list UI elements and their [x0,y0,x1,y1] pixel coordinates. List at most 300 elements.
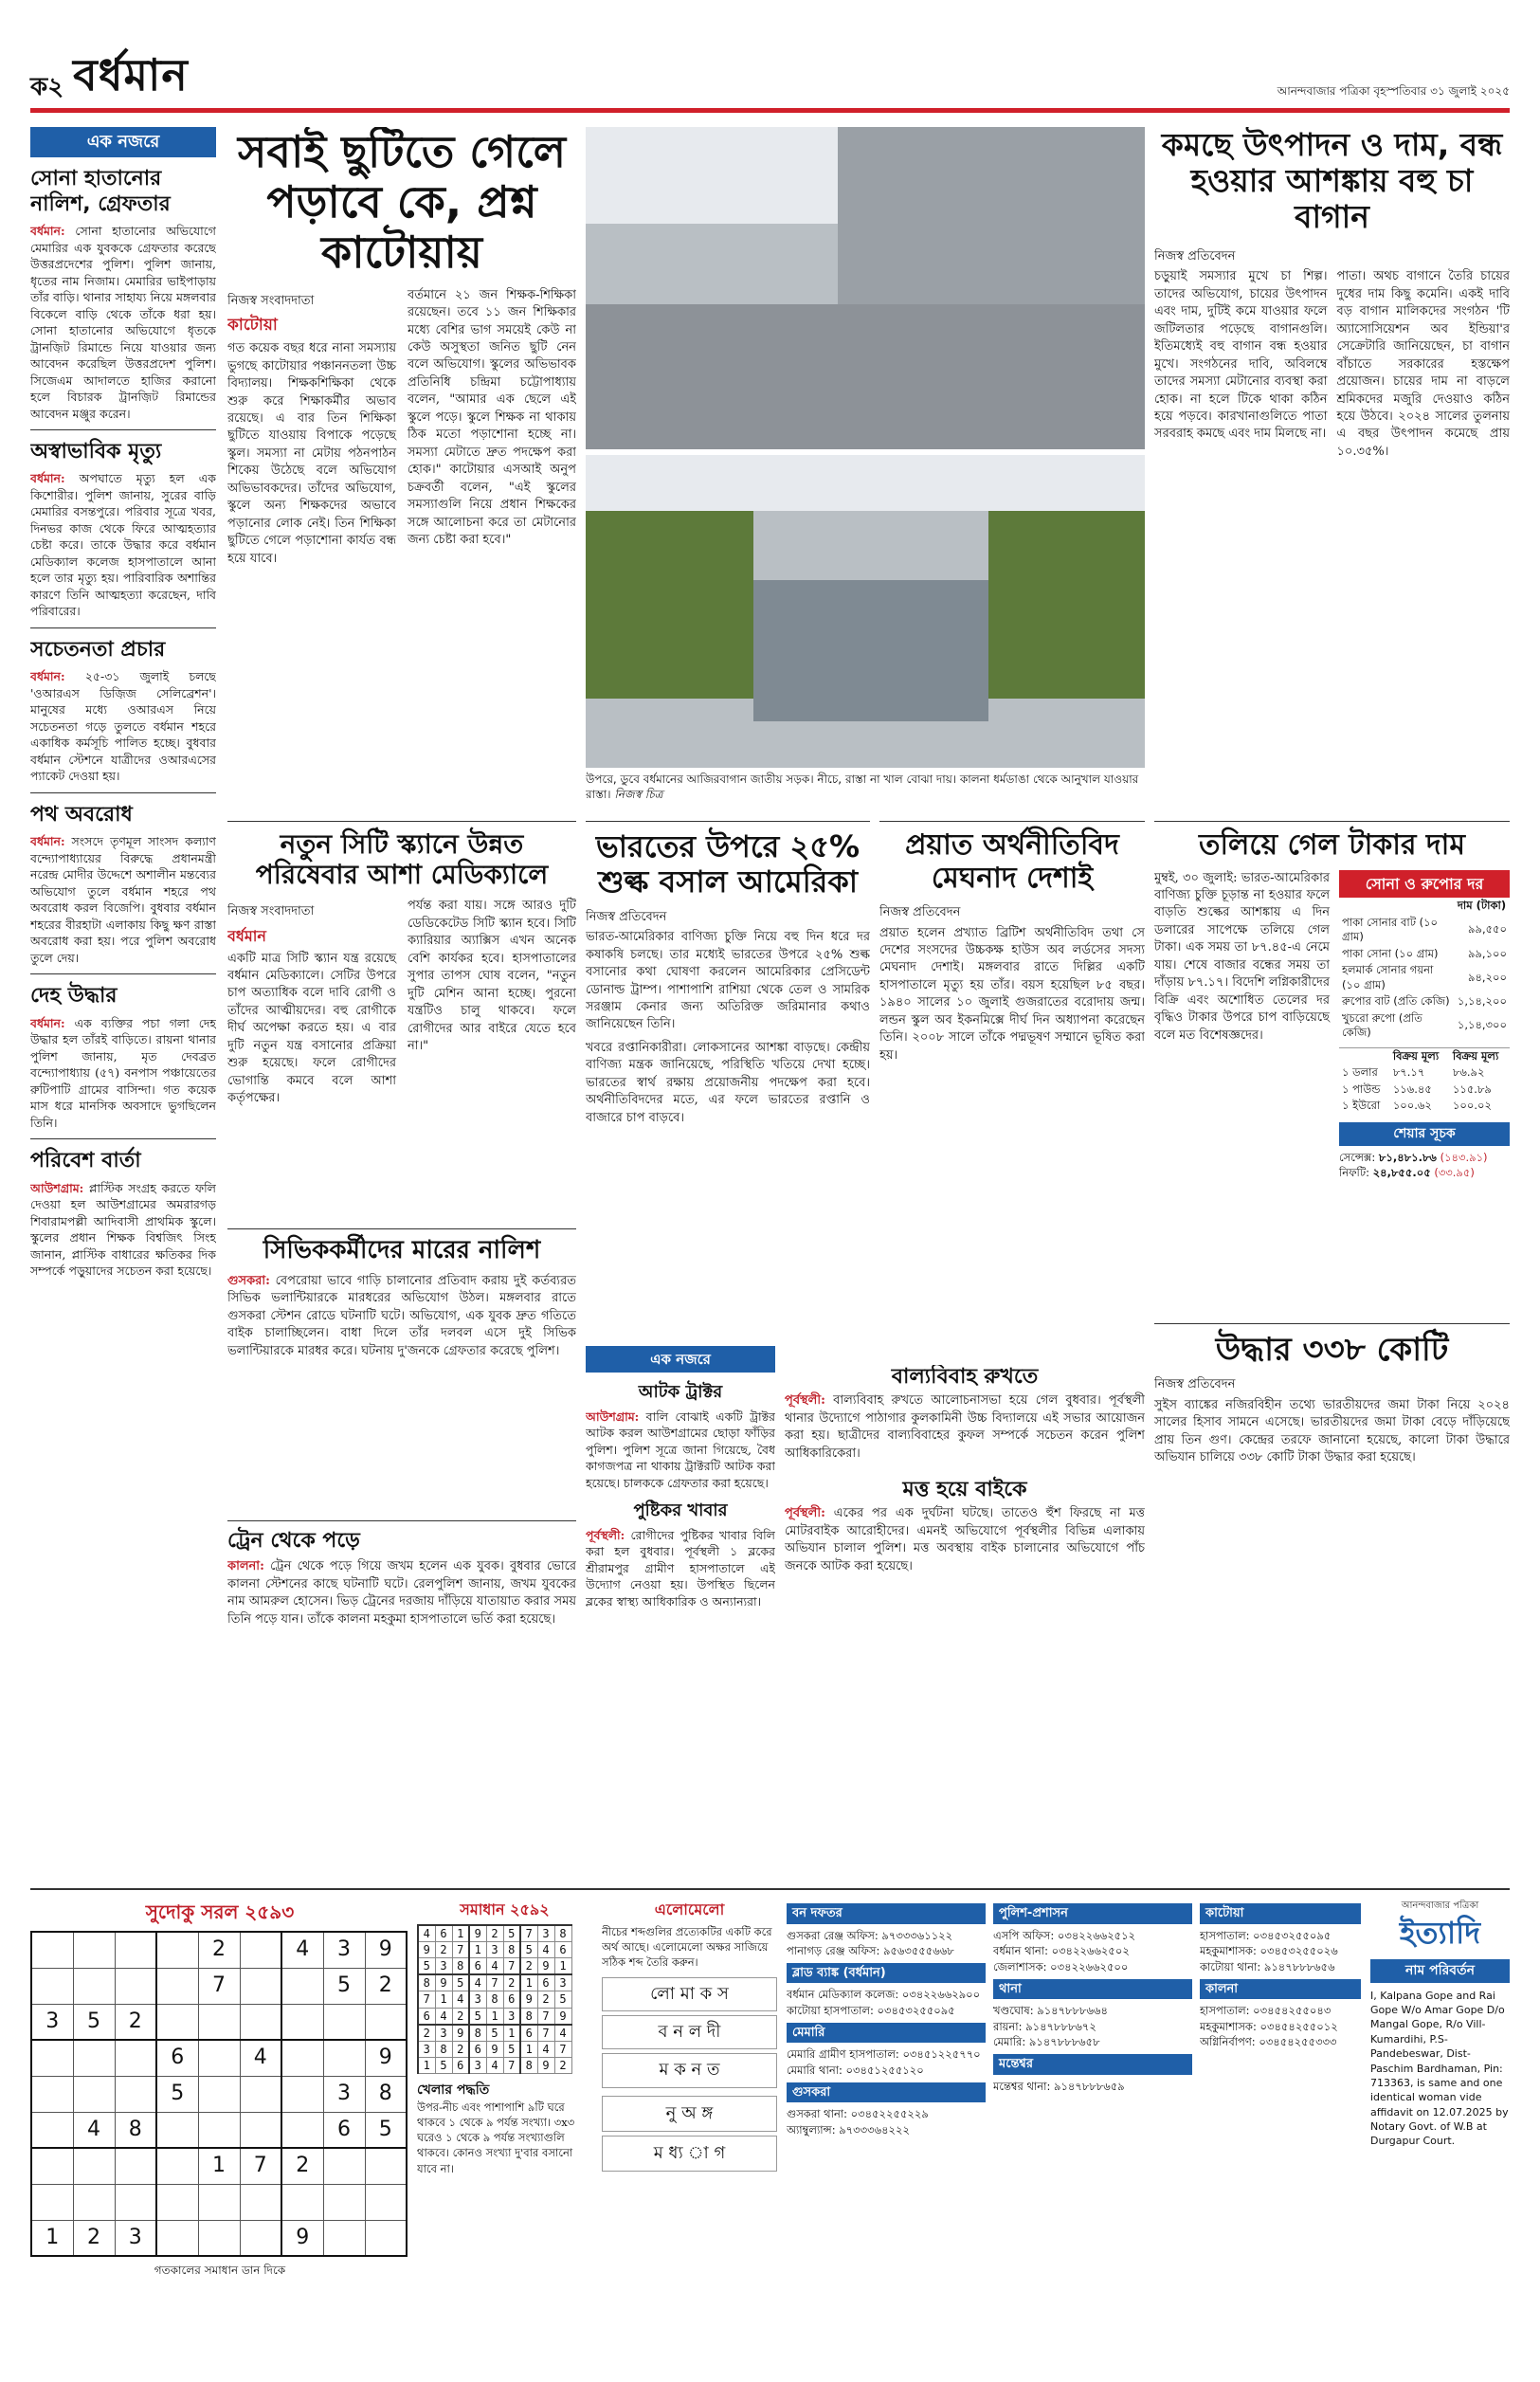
sudoku-cell[interactable] [115,2076,156,2112]
sudoku-cell[interactable]: 6 [156,2040,198,2076]
solution-cell: 7 [520,1925,537,1942]
sudoku-cell[interactable]: 5 [156,2076,198,2112]
sudoku-cell[interactable] [281,2076,323,2112]
page-number: ক২ [30,72,64,101]
service-group-label: কালনা [1200,1979,1361,2000]
brief-divider [30,627,216,628]
solution-row [418,1957,571,1974]
elomelo-word: লো মা ক স [602,1977,777,2011]
solution-cell: 6 [469,2041,486,2057]
sudoku-cell[interactable] [73,2040,115,2076]
solution-cell: 6 [537,1974,554,1991]
sudoku-cell[interactable] [115,1932,156,1968]
sudoku-cell[interactable] [323,2148,365,2184]
solution-cell: 8 [435,2041,452,2057]
solution-cell: 1 [520,1974,537,1991]
sudoku-cell[interactable]: 5 [323,1968,365,2004]
sudoku-cell[interactable] [31,2040,73,2076]
solution-cell: 1 [435,1991,452,2008]
brief-title: সোনা হাতানোর নালিশ, গ্রেফতার [30,167,171,216]
sudoku-cell[interactable]: 8 [365,2076,407,2112]
sudoku-cell[interactable]: 4 [240,2040,281,2076]
solution-cell: 4 [554,2025,571,2042]
city-scan-byline: নিজস্ব সংবাদদাতা [227,904,315,919]
sudoku-cell[interactable] [115,1968,156,2004]
sudoku-cell[interactable] [73,1932,115,1968]
left-briefs-column [30,127,216,1990]
sudoku-cell[interactable] [281,2040,323,2076]
brief-dateline: বর্ধমান: [30,1015,65,1030]
sudoku-cell[interactable] [73,2076,115,2112]
sudoku-cell[interactable]: 7 [198,1968,240,2004]
fx-row [1339,1064,1510,1082]
section-brand: বর্ধমান [73,48,189,100]
solution-cell: 8 [486,1991,503,2008]
solution-cell: 5 [469,2008,486,2025]
sudoku-cell[interactable]: 1 [31,2220,73,2256]
mini-brief-dateline: আউশগ্রাম: [586,1409,640,1424]
brief-dateline: বর্ধমান: [30,669,65,684]
sudoku-cell[interactable] [240,2112,281,2148]
sudoku-cell[interactable]: 1 [198,2148,240,2184]
sudoku-row [31,2040,407,2076]
gold-cell: ৯৯,১০০ [1468,946,1507,960]
sudoku-cell[interactable] [31,2112,73,2148]
fx-cell: ১১৫.৮৯ [1452,1082,1492,1096]
brief-text [30,470,216,620]
solution-cell: 4 [537,1941,554,1957]
solution-cell: 9 [435,1974,452,1991]
mini-brief-body: রোগীদের পুষ্টিকর খাবার বিলি করা হল বুধবার। পূর্বস্থলী ১ ব্লকের শ্রীরামপুর গ্রামীণ হাসপাতালে এই উদ্যোগ নেওয়া হয়। উপস্থিত ছিলেন ব্লকের স্বাস্থ্য আধিকারিক ও অন্যান্যরা। [586,1527,775,1609]
solution-cell: 8 [469,2025,486,2042]
solution-row [418,1974,571,1991]
sudoku-cell[interactable] [281,1968,323,2004]
katwa-body-2: বর্তমানে ২১ জন শিক্ষক-শিক্ষিকা রয়েছেন। তবে ১১ জন শিক্ষিকার মধ্যে বেশির ভাগ সময়েই কেউ না কেউ অসুস্থতা জনিত ছুটি নেন বলে অভিযোগ। স্কুলের অভিভাবক প্রতিনিধি চন্দ্রিমা চট্টোপাধ্যায় বলেন, "আমার এক ছেলে এই স্কুলে পড়ে। স্কুলে শিক্ষক না থাকায় ঠিক মতো পড়াশোনা হচ্ছে না। সমস্যা মেটাতে দ্রুত পদক্ষেপ করা হোক।" কাটোয়ার এসআই অনুপ চক্রবর্তী বলেন, "এই স্কুলের সমস্যাগুলি নিয়ে প্রধান শিক্ষকের সঙ্গে আলোচনা করে তা মেটানোর জন্য চেষ্টা করা হবে।" [408,287,576,548]
fx-row [1339,1082,1510,1099]
bike-body: পূর্বস্থলী: একের পর এক দুর্ঘটনা ঘটছে। তাতেও হুঁশ ফিরছে না মত্ত মোটরবাইক আরোহীদের। এমনই অভিযোগে পূর্বস্থলীর বিভিন্ন এলাকায় অভিযান চালাল পুলিশ। মত্ত অবস্থায় বাইক চালানোর অভিযোগে পাঁচ জনকে আটক করা হয়েছে। [785,1506,1145,1573]
meghnad-byline: নিজস্ব প্রতিবেদন [879,905,961,919]
sudoku-cell[interactable] [198,2076,240,2112]
fx-row [1339,1098,1510,1115]
brief-body: অপঘাতে মৃত্যু হল এক কিশোরীর। পুলিশ জানায়, সুরের বাড়ি মেমারির বসন্তপুরে। পরিবার সূত্রে খবর, দিনভর কাজ থেকে ফিরে আত্মহত্যার চেষ্টা করে। তাকে উদ্ধার করে বর্ধমান মেডিক্যাল কলেজ হাসপাতালে আনা হলে তার মৃত্যু হয়। পারিবারিক অশান্তির কারণে তিনি আত্মহত্যা করেছেন, দাবি পরিবারের। [30,471,216,619]
solution-cell: 7 [537,2008,554,2025]
ityadi-brand: আনন্দবাজার পত্রিকা [1401,1900,1479,1911]
broken-road-photo [586,455,1145,768]
sudoku-cell[interactable] [115,2184,156,2220]
elomelo-title: এলোমেলো [654,1900,725,1918]
brief-body: এক ব্যক্তির পচা গলা দেহ উদ্ধার হল তাঁরই বাড়িতে। রায়না থানার পুলিশ জানায়, মৃত দেবব্রত বন্দ্যোপাধ্যায় (৫৭) বনপাস পঞ্চায়েতের রুটিপাটি গ্রামের বাসিন্দা। গত কয়েক মাস ধরে মানসিক অবসাদে ভুগছিলেন তিনি। [30,1015,216,1130]
tea-story [1154,127,1510,809]
rules-title: খেলার পদ্ধতি [417,2082,490,2099]
sudoku-row [31,2220,407,2256]
sudoku-cell[interactable] [323,2220,365,2256]
rules-text: উপর-নীচ এবং পাশাপাশি ৯টি ঘরে থাকবে ১ থেকে ৯ পর্যন্ত সংখ্যা। ৩x৩ ঘরেও ১ থেকে ৯ পর্যন্ত সংখ্যাগুলি থাকবে। কোনও সংখ্যা দু'বার বসানো যাবে না। [417,2100,575,2175]
sudoku-cell[interactable] [115,2148,156,2184]
brief-title: অস্বাভাবিক মৃত্যু [30,440,162,464]
elomelo-word-list [602,1977,777,2088]
gold-header-cell: দাম (টাকা) [1457,899,1507,913]
sudoku-cell[interactable] [73,1968,115,2004]
ityadi-title: ইত্যাদি [1399,1914,1481,1951]
solution-cell: 9 [469,1925,486,1942]
fx-cell: ১০০.০২ [1452,1099,1492,1113]
service-group-label: গুসকরা [787,2082,986,2103]
mini-brief-title: আটক ট্রাক্টর [638,1382,723,1403]
solution-cell: 7 [503,2058,520,2074]
solution-cell: 2 [418,2025,435,2042]
sudoku-cell[interactable] [365,2184,407,2220]
fx-header-cell: বিক্রয় মূল্য [1452,1048,1499,1063]
gold-row [1339,962,1510,993]
sudoku-cell[interactable]: 8 [115,2112,156,2148]
sudoku-cell[interactable] [281,2184,323,2220]
sudoku-cell[interactable] [323,2040,365,2076]
service-line: মেমারি গ্রামীণ হাসপাতাল: ০৩৪৫১২২৫৭৭০ [787,2047,981,2062]
solution-cell: 6 [520,2025,537,2042]
meghnad-headline: প্রয়াত অর্থনীতিবিদ মেঘনাদ দেশাই [905,828,1119,895]
sensex-row: সেন্সেক্স: ৮১,৪৮১.৮৬ (১৪৩.৯১) [1339,1150,1488,1164]
fx-cell: ১ পাউন্ড [1342,1082,1381,1096]
solution-cell: 1 [469,1941,486,1957]
brief-title: সচেতনতা প্রচার [30,637,166,662]
gold-cell: হলমার্ক সোনার গয়না (১০ গ্রাম) [1342,963,1434,991]
sudoku-cell[interactable] [156,1932,198,1968]
train-body: কালনা: ট্রেন থেকে পড়ে গিয়ে জখম হলেন এক যুবক। বুধবার ভোরে কালনা স্টেশনের কাছে ঘটনাটি ঘটে। রেলপুলিশ জানায়, জখম যুবকের নাম আমরুল হোসেন। ভিড় ট্রেনের দরজায় দাঁড়িয়ে যাতায়াত করার সময় তিনি পড়ে যান। তাঁকে কালনা মহকুমা হাসপাতালে ভর্তি করা হয়েছে। [227,1559,576,1627]
brief-body: সোনা হাতানোর অভিযোগে মেমারির এক যুবককে গ্রেফতার করেছে উত্তরপ্রদেশের পুলিশ। পুলিশ জানায়, ধৃতের নাম নিজাম। মেমারির ভাইপাড়ায় তাঁর বাড়ি। থানার সাহায্য নিয়ে মঙ্গলবার বিকেলে বাড়ি থেকে তাঁকে ধরা হয়। সোনা হাতানোর অভিযোগে ধৃতকে ট্রানজ়িট রিমান্ডে নিয়ে যাওয়ার জন্য আবেদন করেছিল উত্তরপ্রদেশ পুলিশ। সিজেএম আদালতে হাজির করানো হলে বিচারক ট্রানজ়িট রিমান্ডের আবেদন মঞ্জুর করেন। [30,224,216,421]
service-line: হাসপাতাল: ০৩৪৫৪২৫৫০৪৩ [1200,2004,1332,2018]
solution-cell: 7 [418,1991,435,2008]
child-marriage-body: পূর্বস্থলী: বাল্যবিবাহ রুখতে আলোচনাসভা হয়ে গেল বুধবার। পূর্বস্থলী থানার উদ্যোগে পাঠাগার কুলকামিনী উচ্চ বিদ্যালয়ে এই সভার আয়োজন করা হয়। ছাত্রীদের বাল্যবিবাহের কুফল সম্পর্কে সচেতন করেন পুলিশ আধিকারিকেরা। [785,1393,1145,1461]
solution-block [417,1900,592,2355]
gold-cell: ১,১৪,২০০ [1457,994,1507,1009]
sudoku-cell[interactable] [323,2004,365,2040]
sudoku-cell[interactable]: 2 [73,2220,115,2256]
solution-cell: 8 [418,1974,435,1991]
sudoku-cell[interactable] [156,2112,198,2148]
city-scan-dateline: বর্ধমান [227,926,266,945]
sudoku-cell[interactable]: 3 [31,2004,73,2040]
sudoku-cell[interactable]: 7 [240,2148,281,2184]
service-group-label: পুলিশ-প্রশাসন [993,1903,1192,1924]
elomelo-word: ম ক ন ত [602,2053,777,2087]
brief-body: সংসদে তৃণমূল সাংসদ কল্যাণ বন্দ্যোপাধ্যায়ের বিরুদ্ধে প্রধানমন্ত্রী নরেন্দ্র মোদীর উদ্দেশে অশালীন মন্তব্যের অভিযোগ তুলে বর্ধমান শহরে পথ অবরোধ করল বিজেপি। বুধবার বর্ধমান শহরের বীরহাটা এলাকায় কিছু ক্ষণ রাস্তা অবরোধ করা হয়। পরে পুলিশ অবরোধ তুলে দেয়। [30,834,216,965]
sudoku-cell[interactable] [323,2184,365,2220]
mini-ek-nojore-label: এক নজরে [586,1346,775,1373]
civic-story [227,1228,576,1513]
mini-brief-dateline: পূর্বস্থলী: [586,1527,625,1542]
fx-cell: ৮৬.৯২ [1452,1065,1485,1080]
solution-cell: 4 [486,2058,503,2074]
brief-title: পথ অবরোধ [30,802,133,827]
solution-cell: 3 [503,2008,520,2025]
sudoku-title: সুদোকু সরল ২৫৯৩ [145,1900,295,1923]
solution-cell: 2 [520,1957,537,1974]
service-group-label: মেমারি [787,2023,986,2044]
service-group-label: বন দফতর [787,1903,986,1924]
ek-nojore-label: এক নজরে [30,127,216,157]
gold-row [1339,946,1510,963]
solution-cell: 2 [452,2041,469,2057]
solution-cell: 2 [503,1974,520,1991]
solution-cell: 9 [520,1991,537,2008]
sudoku-cell[interactable] [365,2004,407,2040]
sudoku-cell[interactable] [73,2184,115,2220]
solution-cell: 5 [418,1957,435,1974]
mini-brief-title: পুষ্টিকর খাবার [633,1500,728,1521]
brief-text [30,223,216,422]
sudoku-cell[interactable]: 6 [323,2112,365,2148]
solution-row [418,1941,571,1957]
sudoku-cell[interactable]: 9 [365,2040,407,2076]
sudoku-cell[interactable]: 2 [365,1968,407,2004]
us-tariff-body-1: ভারত-আমেরিকার বাণিজ্য চুক্তি নিয়ে বহু দিন ধরে দর কষাকষি চলছে। তার মধ্যেই ভারতের উপরে ২৫% শুল্ক বসানোর কথা ঘোষণা করলেন আমেরিকার প্রেসিডেন্ট ডোনাল্ড ট্রাম্প। পাশাপাশি রাশিয়া থেকে তেল ও সামরিক সরঞ্জাম কেনার জন্য অতিরিক্ত জরিমানার কথাও জানিয়েছেন তিনি। [586,930,870,1032]
sudoku-cell[interactable] [31,2184,73,2220]
sudoku-cell[interactable] [31,2076,73,2112]
katwa-body-1: গত কয়েক বছর ধরে নানা সমস্যায় ভুগছে কাটোয়ার পঞ্চাননতলা উচ্চ বিদ্যালয়। শিক্ষকশিক্ষিকা থেকে শুরু করে শিক্ষাকর্মীর অভাব রয়েছে। এ বার তিন শিক্ষিকা ছুটিতে যাওয়ায় বিপাকে পড়েছে স্কুল। সমস্যা না মেটায় পঠনপাঠন শিকেয় উঠেছে বলে অভিযোগ অভিভাবকদের। তাঁদের অভিযোগ, স্কুলে অন্য শিক্ষকদের অভাবে পড়ানোর লোক নেই। তিন শিক্ষিকা ছুটিতে গেলে পড়াশোনা কার্যত বন্ধ হয়ে যাবে। [227,341,396,566]
nifty-row: নিফটি: ২৪,৮৫৫.০৫ (৩৩.৯৫) [1339,1166,1475,1180]
solution-cell: 8 [520,2008,537,2025]
bike-headline: মত্ত হয়ে বাইকে [902,1478,1027,1502]
sudoku-cell[interactable]: 2 [198,1932,240,1968]
sudoku-cell[interactable] [281,2112,323,2148]
share-index-title: শেয়ার সূচক [1339,1122,1510,1146]
service-line: মন্তেশ্বর থানা: ৯১৪৭৮৮৮৬৫৯ [993,2079,1125,2093]
brief-text [30,668,216,785]
mini-brief-body: বালি বোঝাই একটি ট্রাক্টর আটক করল আউশগ্রামের ছোড়া ফাঁড়ির পুলিশ। পুলিশ সূত্রে জানা গিয়েছে, বৈধ কাগজপত্র না থাকায় ট্রাক্টরটি আটক করা হয়েছে। চালককে গ্রেফতার করা হয়েছে। [586,1409,775,1490]
sudoku-cell[interactable]: 2 [281,2148,323,2184]
brief-title: পরিবেশ বার্তা [30,1149,141,1173]
service-line: মহকুমাশাসক: ০৩৪৫৪২৫৫০১২ [1200,2019,1338,2033]
sudoku-cell[interactable]: 9 [365,1932,407,1968]
taka-body: মুম্বই, ৩০ জুলাই: ভারত-আমেরিকার বাণিজ্য চুক্তি চূড়ান্ত না হওয়ার ফলে বাড়তি শুল্কের আশঙ্কায় এ দিন ডলারের সাপেক্ষে তলিয়ে গেল টাকা। এক সময় তা ৮৭.৪৫-এ নেমে যায়। শেষে বাজার বন্ধের সময় তা দাঁড়ায় ৮৭.১৭। বিদেশি লগ্নিকারীদের বিক্রি এবং অশোধিত তেলের দর বৃদ্ধিও টাকার উপরে চাপ বাড়িয়েছে বলে মত বিশেষজ্ঞদের। [1154,870,1330,1043]
sudoku-cell[interactable] [156,2148,198,2184]
name-change-label: নাম পরিবর্তন [1370,1959,1510,1983]
service-line: হাসপাতাল: ০৩৪৫৩২৫৫০৯৫ [1200,1928,1332,1942]
brief-divider [30,1138,216,1139]
sudoku-cell[interactable]: 2 [115,2004,156,2040]
sudoku-cell[interactable] [281,2004,323,2040]
solution-cell: 2 [452,2008,469,2025]
rescue-headline: উদ্ধার ৩৩৮ কোটি [1215,1331,1449,1369]
sudoku-cell[interactable]: 3 [323,2076,365,2112]
brief-dateline: বর্ধমান: [30,224,65,239]
fx-header-cell [1339,1047,1390,1064]
sudoku-row [31,2112,407,2148]
meghnad-story [879,821,1145,1352]
sudoku-cell[interactable] [198,2112,240,2148]
service-group-label: কাটোয়া [1200,1903,1361,1924]
solution-cell: 7 [537,2025,554,2042]
solution-cell: 2 [554,2058,571,2074]
fx-rate-table [1339,1047,1510,1115]
solution-cell: 8 [554,1925,571,1942]
sudoku-cell[interactable]: 9 [281,2220,323,2256]
solution-cell: 5 [503,2041,520,2057]
sudoku-cell[interactable] [365,2148,407,2184]
sudoku-block [30,1900,409,2355]
sudoku-row [31,2076,407,2112]
solution-cell: 2 [435,1941,452,1957]
tea-byline: নিজস্ব প্রতিবেদন [1154,248,1236,264]
sudoku-cell[interactable] [198,2184,240,2220]
service-line: বর্ধমান মেডিক্যাল কলেজ: ০৩৪২২৬৬২৯০০ [787,1988,981,2002]
solution-grid [417,1924,572,2075]
sudoku-cell[interactable]: 3 [115,2220,156,2256]
gold-row [1339,1010,1510,1042]
meghnad-body: প্রয়াত হলেন প্রখ্যাত ব্রিটিশ অর্থনীতিবিদ তথা সে দেশের সংসদের উচ্চকক্ষ হাউস অব লর্ডসের সদস্য মেঘনাদ দেশাই। মঙ্গলবার রাতে দিল্লির একটি হাসপাতালে মৃত্যু হয় তাঁর। বয়স হয়েছিল ৮৫ বছর। ১৯৪০ সালের ১০ জুলাই গুজরাতের বরোদায় জন্ম। লন্ডন স্কুল অব ইকনমিক্সে দীর্ঘ দিন অধ্যাপনা করেছেন তিনি। ২০০৮ সালে তাঁকে পদ্মভূষণ সম্মানে ভূষিত করা হয়। [879,925,1145,1063]
solution-cell: 6 [452,2058,469,2074]
elomelo-word-5: ম ধ্য া গ [602,2136,777,2172]
solution-cell: 4 [452,1991,469,2008]
sudoku-cell[interactable]: 5 [73,2004,115,2040]
sudoku-row [31,2148,407,2184]
gold-cell: ৯৯,৫৫০ [1468,922,1507,936]
solution-cell: 9 [452,2025,469,2042]
tea-body-1: চড়ুয়াই সমস্যার মুখে চা শিল্প। তাদের অভিযোগ, চায়ের উৎপাদন এবং দাম, দুটিই কমে যাওয়ার ফলে জটিলতার পড়েছে বাগানগুলি। ইতিমধ্যেই বহু বাগান বন্ধ হওয়ার মুখে। সংগঠনের দাবি, অবিলম্বে তাদের সমস্যা মেটানোর ব্যবস্থা করা হোক। না হলে টিকে থাকা কঠিন হয়ে পড়বে। কারখানাগুলিতে পাতা সরবরাহ কমছে এবং দাম মিলছে না। [1154,269,1328,442]
solution-cell: 3 [486,1941,503,1957]
sudoku-cell[interactable] [240,1968,281,2004]
solution-row [418,1925,571,1942]
solution-cell: 2 [537,1991,554,2008]
fx-cell: ৮৭.১৭ [1392,1065,1425,1080]
sudoku-grid[interactable] [30,1931,408,2257]
sudoku-cell[interactable] [156,1968,198,2004]
brief-divider [30,973,216,974]
civic-headline: সিভিককর্মীদের মারের নালিশ [263,1236,541,1264]
service-group-label: মন্তেশ্বর [993,2054,1192,2075]
sudoku-cell[interactable] [240,2184,281,2220]
sudoku-cell[interactable] [156,2220,198,2256]
solution-row [418,2041,571,2057]
sudoku-row [31,1968,407,2004]
sudoku-row [31,2004,407,2040]
mini-brief-text [586,1409,775,1492]
service-line: কাটোয়া হাসপাতাল: ০৩৪৫৩২৫৫০৯৫ [787,2004,955,2018]
solution-cell: 6 [503,1991,520,2008]
fx-cell: ১ ডলার [1342,1065,1378,1080]
sudoku-cell[interactable] [198,2004,240,2040]
mini-brief-list [586,1382,775,1609]
gold-cell: ৯৪,২০০ [1467,970,1507,984]
solution-cell: 4 [435,2008,452,2025]
sudoku-cell[interactable]: 4 [281,1932,323,1968]
solution-cell: 6 [435,1925,452,1942]
city-scan-body-2: পর্যন্ত করা যায়। সঙ্গে আরও দুটি ডেডিকেটেড সিটি স্ক্যান হবে। সিটি ক্যারিয়ার অ্যাক্সিস এখন অনেক বেশি কার্যকর হবে। হাসপাতালের সুপার তাপস ঘোষ বলেন, "নতুন দুটি মেশিন আনা হচ্ছে। পুরনো যন্ত্রটিও চালু থাকবে। ফলে রোগীদের আর বাইরে যেতে হবে না।" [408,899,576,1053]
elomelo-word: ব ন ল দী [602,2015,777,2049]
sudoku-row [31,1932,407,1968]
brief-dateline: বর্ধমান: [30,471,65,486]
right-briefs [785,1365,1145,1877]
city-scan-headline: নতুন সিটি স্ক্যানে উন্নত পরিষেবার আশা মেডিক্যালে [255,828,549,891]
brief-text [30,1180,216,1280]
solution-cell: 7 [503,1957,520,1974]
us-tariff-headline: ভারতের উপরে ২৫% শুল্ক বসাল আমেরিকা [595,828,861,900]
rescue-story [1154,1323,1510,1873]
tea-headline: কমছে উৎপাদন ও দাম, বন্ধ হওয়ার আশঙ্কায় বহু চা বাগান [1161,127,1503,235]
solution-cell: 1 [520,2041,537,2057]
service-group-label: থানা [993,1979,1192,2000]
sudoku-cell[interactable] [73,2148,115,2184]
solution-cell: 9 [418,1941,435,1957]
gold-row [1339,993,1510,1010]
sudoku-cell[interactable]: 5 [365,2112,407,2148]
solution-cell: 3 [418,2041,435,2057]
solution-cell: 5 [503,1925,520,1942]
brief-text [30,1015,216,1132]
sudoku-cell[interactable] [115,2040,156,2076]
solution-cell: 9 [486,2041,503,2057]
civic-body: গুসকরা: বেপরোয়া ভাবে গাড়ি চালানোর প্রতিবাদ করায় দুই কর্তব্যরত সিভিক ভলান্টিয়ারকে মারধরের অভিযোগ উঠল। মঙ্গলবার রাতে গুসকরা স্টেশন রোডে ঘটনাটি ঘটে। অভিযোগ, এক যুবক দ্রুত গতিতে বাইক চালাচ্ছিলেন। বাধা দিলে তাঁর দলবল এসে দুই সিভিক ভলান্টিয়ারকে মারধর করে। ঘটনায় দু'জনকে গ্রেফতার করেছে পুলিশ। [227,1273,576,1358]
service-line: মেমারি থানা: ০৩৪৫১২৫৫১২০ [787,2064,924,2077]
sudoku-cell[interactable] [365,2220,407,2256]
sudoku-cell[interactable] [240,2076,281,2112]
solution-cell: 3 [469,1991,486,2008]
solution-cell: 5 [435,2058,452,2074]
service-line: পানাগড় রেঞ্জ অফিস: ৯৫৬৩৫৫৫৬৬৮ [787,1944,954,1958]
sudoku-cell[interactable] [31,2148,73,2184]
solution-cell: 9 [554,2008,571,2025]
solution-row [418,1991,571,2008]
brief-body: ২৫-৩১ জুলাই চলছে 'ওআরএস ডিজ়িজ সেলিব্রেশন'। মানুষের মধ্যে ওআরএস নিয়ে সচেতনতা গড়ে তুলতে বর্ধমান শহরে একাধিক কর্মসূচি পালিত হচ্ছে। বুধবার বর্ধমান স্টেশনে যাত্রীদের ওআরএসের প্যাকেট দেওয়া হয়। [30,669,216,784]
solution-cell: 8 [452,1957,469,1974]
service-line: বর্ধমান থানা: ০৩৪২২৬৬২৫০২ [993,1944,1130,1958]
service-line: রায়না: ৯১৪৭৮৮৮৬৭২ [993,2019,1096,2033]
photo-block [586,127,1145,809]
solution-cell: 5 [452,1974,469,1991]
us-tariff-story [586,821,870,1333]
photo-caption: উপরে, ডুবে বর্ধমানের আজিরবাগান জাতীয় সড়ক। নীচে, রাস্তা না খাল বোঝা দায়। কালনা ধর্মডাঙা থেকে আনুখাল যাওয়ার রাস্তা। নিজস্ব চিত্র [586,773,1139,802]
service-line: অগ্নিনির্বাপণ: ০৩৪৫৪২৫৫৩৩৩ [1200,2035,1337,2049]
katwa-headline: সবাই ছুটিতে গেলে পড়াবে কে, প্রশ্ন কাটোয়ায় [238,127,566,278]
fx-header-row [1339,1047,1510,1064]
solution-cell: 7 [554,2041,571,2057]
fx-cell: ১ ইউরো [1342,1099,1381,1113]
bottom-rule [30,1888,1510,1890]
ityadi-block [1370,1900,1510,2355]
sudoku-cell[interactable]: 4 [73,2112,115,2148]
sudoku-cell[interactable] [240,2220,281,2256]
sudoku-cell[interactable] [156,2004,198,2040]
brief-text [30,833,216,966]
sudoku-cell[interactable] [31,1932,73,1968]
sudoku-cell[interactable] [240,1932,281,1968]
solution-cell: 4 [469,1974,486,1991]
sudoku-cell[interactable] [156,2184,198,2220]
solution-row [418,2058,571,2074]
solution-cell: 3 [435,1957,452,1974]
us-tariff-body-2: খবরে রপ্তানিকারীরা। লোকসানের আশঙ্কা বাড়ছে। কেন্দ্রীয় বাণিজ্য মন্ত্রক জানিয়েছে, পরিস্থিতি খতিয়ে দেখা হচ্ছে। ভারতের স্বার্থ রক্ষায় প্রয়োজনীয় পদক্ষেপ করা হবে। অর্থনীতিবিদদের মতে, এর ফলে ভারতের রপ্তানি ও বাজারে চাপ বাড়বে। [586,1040,870,1125]
solution-cell: 1 [452,1925,469,1942]
sudoku-cell[interactable] [198,2040,240,2076]
solution-row [418,2008,571,2025]
gold-cell: খুচরো রুপো (প্রতি কেজি) [1342,1010,1422,1040]
service-group-label: ব্লাড ব্যাঙ্ক (বর্ধমান) [787,1963,986,1984]
service-line: মহকুমাশাসক: ০৩৪৫৩২৫৫০২৬ [1200,1944,1338,1958]
solution-cell: 6 [418,2008,435,2025]
sudoku-cell[interactable]: 3 [323,1932,365,1968]
katwa-dateline: কাটোয়া [227,316,278,336]
solution-cell: 1 [503,2025,520,2042]
brief-dateline: আউশগ্রাম: [30,1180,84,1195]
solution-cell: 5 [486,2025,503,2042]
solution-cell: 1 [418,2058,435,2074]
sudoku-cell[interactable] [31,1968,73,2004]
service-line: অ্যাম্বুল্যান্স: ৯৭৩৩৩৬৪২২২ [787,2122,910,2137]
name-change-text: I, Kalpana Gope and Rai Gope W/o Amar Gope D/o Mangal Gope, R/o Vill- Kumardihi, P.S- Pandebeswar, Dist- Paschim Bardhaman, Pin: 713363, is same and one identical woman vide affidavit on 12.07.2025 by Notary Govt. of W.B at Durgapur Court. [1370,1989,1509,2148]
sudoku-cell[interactable] [198,2220,240,2256]
solution-cell: 7 [452,1941,469,1957]
sudoku-cell[interactable] [240,2004,281,2040]
